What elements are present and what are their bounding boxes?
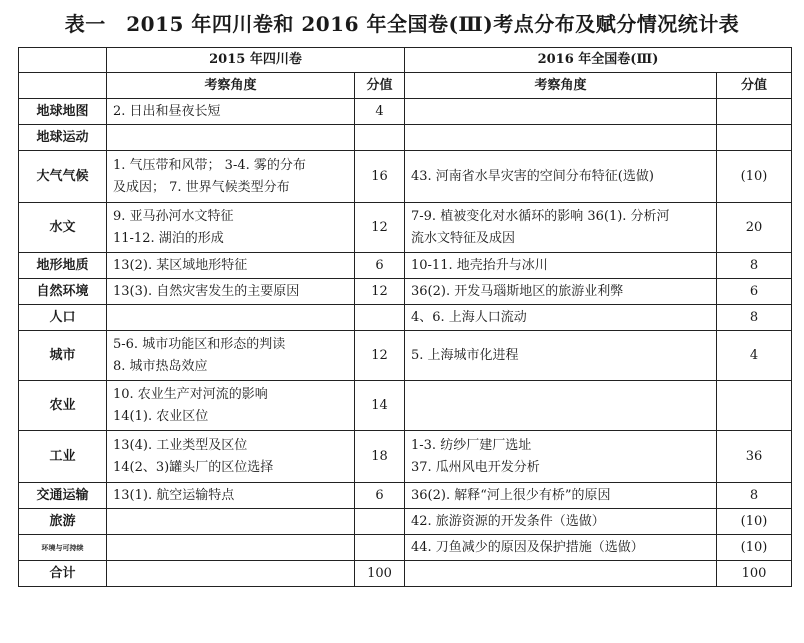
score-2015-cell — [355, 125, 405, 151]
table-row — [19, 381, 792, 431]
angle-2016-cell — [405, 203, 717, 253]
angle-2016-cell — [405, 483, 717, 509]
angle-2015-cell — [107, 279, 355, 305]
angle-2016-cell — [405, 253, 717, 279]
cell-line: 1-3. 纺纱厂建厂选址 — [411, 437, 532, 453]
score-2016-cell: 8 — [717, 305, 792, 331]
cell-line: 4、6. 上海人口流动 — [411, 309, 527, 325]
angle-2016-cell — [405, 151, 717, 203]
cell-line: 36(2). 开发马瑙斯地区的旅游业利弊 — [411, 283, 624, 299]
category-cell: 地形地质 — [19, 253, 107, 279]
header-angle-2015: 考察角度 — [107, 73, 355, 99]
score-2016-cell: 36 — [717, 431, 792, 483]
score-2016-cell: 6 — [717, 279, 792, 305]
empty-corner-cell — [19, 48, 107, 73]
cell-line: 10. 农业生产对河流的影响 — [113, 386, 268, 402]
angle-2015-cell — [107, 203, 355, 253]
score-2015-cell: 14 — [355, 381, 405, 431]
category-cell: 地球地图 — [19, 99, 107, 125]
angle-2015-cell — [107, 561, 355, 587]
cell-line: 1. 气压带和风带； 3-4. 雾的分布 — [113, 157, 306, 173]
table-row — [19, 331, 792, 381]
score-2016-cell: 8 — [717, 483, 792, 509]
cell-line: 9. 亚马孙河水文特征 — [113, 208, 234, 224]
angle-2015-cell — [107, 331, 355, 381]
category-cell: 水文 — [19, 203, 107, 253]
column-header-row — [19, 73, 792, 99]
page-title: 表一 2015 年四川卷和 2016 年全国卷(Ⅲ)考点分布及赋分情况统计表 — [64, 12, 740, 36]
cell-line: 44. 刀鱼减少的原因及保护措施（选做） — [411, 539, 644, 555]
angle-2015-cell — [107, 509, 355, 535]
score-2016-cell — [717, 381, 792, 431]
angle-2015-cell — [107, 305, 355, 331]
category-cell: 工业 — [19, 431, 107, 483]
table-row — [19, 151, 792, 203]
score-2015-cell: 6 — [355, 253, 405, 279]
score-2015-cell — [355, 305, 405, 331]
category-cell: 农业 — [19, 381, 107, 431]
score-2015-cell: 6 — [355, 483, 405, 509]
header-angle-2016: 考察角度 — [405, 73, 717, 99]
angle-2016-cell — [405, 535, 717, 561]
score-2015-cell: 18 — [355, 431, 405, 483]
angle-2016-cell — [405, 279, 717, 305]
score-2015-cell: 100 — [355, 561, 405, 587]
category-cell: 环境与可持续 — [19, 535, 107, 561]
angle-2016-cell — [405, 331, 717, 381]
cell-line: 流水文特征及成因 — [411, 230, 516, 246]
category-cell: 人口 — [19, 305, 107, 331]
angle-2016-cell — [405, 509, 717, 535]
table-row — [19, 561, 792, 587]
score-2015-cell: 12 — [355, 279, 405, 305]
cell-line: 2. 日出和昼夜长短 — [113, 103, 221, 119]
cell-line: 14(2、3)罐头厂的区位选择 — [113, 459, 274, 475]
score-2015-cell — [355, 509, 405, 535]
angle-2016-cell — [405, 431, 717, 483]
cell-line: 13(3). 自然灾害发生的主要原因 — [113, 283, 300, 299]
angle-2016-cell — [405, 381, 717, 431]
cell-line: 36(2). 解释“河上很少有桥”的原因 — [411, 487, 611, 503]
table-row — [19, 203, 792, 253]
score-2016-cell — [717, 99, 792, 125]
cell-line: 42. 旅游资源的开发条件（选做） — [411, 513, 605, 529]
cell-line: 13(1). 航空运输特点 — [113, 487, 235, 503]
score-2015-cell: 4 — [355, 99, 405, 125]
angle-2015-cell — [107, 535, 355, 561]
table-row — [19, 99, 792, 125]
cell-line: 14(1). 农业区位 — [113, 408, 209, 424]
score-2015-cell: 12 — [355, 203, 405, 253]
table-row — [19, 483, 792, 509]
cell-line: 37. 瓜州风电开发分析 — [411, 459, 540, 475]
empty-category-header — [19, 73, 107, 99]
cell-line: 13(4). 工业类型及区位 — [113, 437, 248, 453]
table-row — [19, 431, 792, 483]
angle-2016-cell — [405, 125, 717, 151]
category-cell: 城市 — [19, 331, 107, 381]
score-2016-cell: (10) — [717, 509, 792, 535]
header-2016-national: 2016 年全国卷(Ⅲ) — [405, 48, 792, 73]
angle-2015-cell — [107, 125, 355, 151]
angle-2015-cell — [107, 151, 355, 203]
category-cell: 旅游 — [19, 509, 107, 535]
score-2015-cell: 16 — [355, 151, 405, 203]
score-2016-cell: 4 — [717, 331, 792, 381]
table-row — [19, 125, 792, 151]
group-header-row — [19, 48, 792, 73]
table-row — [19, 305, 792, 331]
header-2015-sichuan: 2015 年四川卷 — [107, 48, 405, 73]
category-cell: 自然环境 — [19, 279, 107, 305]
score-2016-cell — [717, 125, 792, 151]
cell-line: 13(2). 某区域地形特征 — [113, 257, 248, 273]
score-2016-cell: 100 — [717, 561, 792, 587]
angle-2015-cell — [107, 381, 355, 431]
table-row — [19, 509, 792, 535]
table-row — [19, 253, 792, 279]
score-2016-cell: 20 — [717, 203, 792, 253]
score-2015-cell — [355, 535, 405, 561]
angle-2016-cell — [405, 561, 717, 587]
cell-line: 及成因； 7. 世界气候类型分布 — [113, 179, 290, 195]
angle-2016-cell — [405, 99, 717, 125]
cell-line: 8. 城市热岛效应 — [113, 358, 208, 374]
score-2015-cell: 12 — [355, 331, 405, 381]
table-row — [19, 279, 792, 305]
cell-line: 5. 上海城市化进程 — [411, 347, 519, 363]
category-cell: 大气气候 — [19, 151, 107, 203]
angle-2015-cell — [107, 253, 355, 279]
score-2016-cell: (10) — [717, 151, 792, 203]
cell-line: 7-9. 植被变化对水循环的影响 36(1). 分析河 — [411, 208, 670, 224]
score-2016-cell: 8 — [717, 253, 792, 279]
angle-2015-cell — [107, 431, 355, 483]
category-cell: 地球运动 — [19, 125, 107, 151]
header-score-2016: 分值 — [717, 73, 792, 99]
cell-line: 43. 河南省水旱灾害的空间分布特征(选做) — [411, 168, 654, 184]
exam-statistics-table — [18, 47, 792, 587]
angle-2015-cell — [107, 483, 355, 509]
header-score-2015: 分值 — [355, 73, 405, 99]
table-row — [19, 535, 792, 561]
angle-2016-cell — [405, 305, 717, 331]
cell-line: 10-11. 地壳抬升与冰川 — [411, 257, 548, 273]
cell-line: 5-6. 城市功能区和形态的判读 — [113, 336, 286, 352]
category-cell: 合计 — [19, 561, 107, 587]
score-2016-cell: (10) — [717, 535, 792, 561]
cell-line: 11-12. 湖泊的形成 — [113, 230, 224, 246]
category-cell: 交通运输 — [19, 483, 107, 509]
angle-2015-cell — [107, 99, 355, 125]
